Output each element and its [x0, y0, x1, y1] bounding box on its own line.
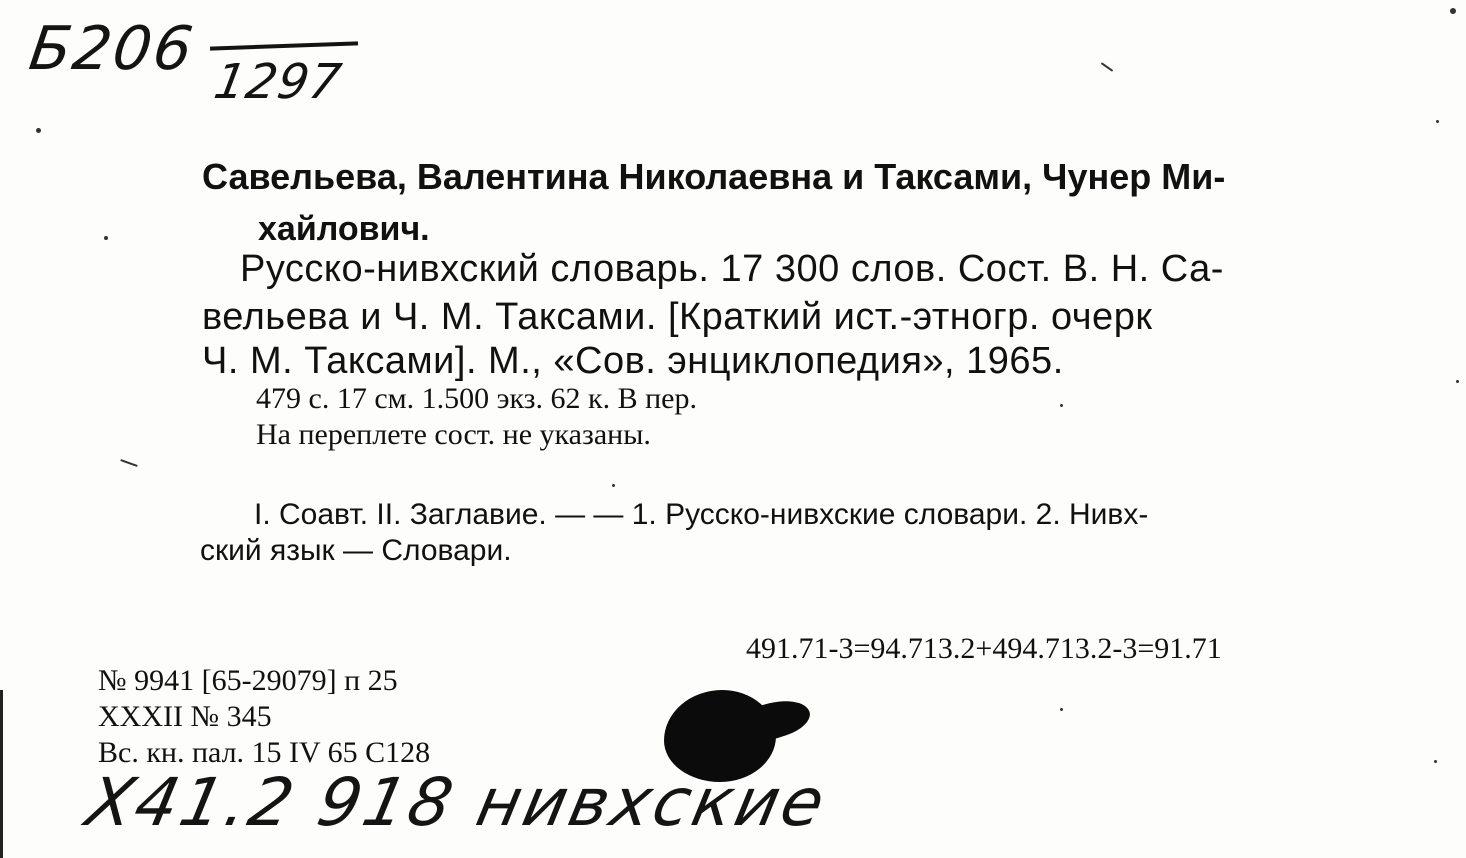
collation-line-2: На переплете сост. не указаны.: [256, 418, 651, 451]
footer-line-2: XXXII № 345: [98, 700, 272, 733]
collation-line-1: 479 с. 17 см. 1.500 экз. 62 к. В пер.: [256, 382, 697, 415]
speck: [1434, 760, 1437, 763]
speck: [104, 236, 108, 240]
speck: [1456, 380, 1459, 383]
subject-line-2: ский язык — Словари.: [200, 534, 512, 567]
title-line-1: Русско-нивхский словарь. 17 300 слов. Сост. В. Н. Са-: [240, 248, 1224, 290]
footer-line-1: № 9941 [65-29079] п 25: [98, 664, 398, 697]
handwritten-number: 1297: [210, 54, 347, 110]
title-line-2: вельева и Ч. М. Таксами. [Краткий ист.-этногр. очерк: [202, 296, 1153, 338]
card-edge-mark: [0, 690, 3, 858]
speck: [612, 484, 615, 487]
speck: [1060, 404, 1063, 407]
speck: [1436, 120, 1439, 123]
handwritten-shelfmark: Б206: [25, 14, 199, 84]
author-heading-line1: Савельева, Валентина Николаевна и Таксами, Чунер Ми-: [202, 156, 1226, 197]
speck: [1450, 8, 1456, 14]
handwritten-overline: [210, 41, 358, 50]
speck: [36, 128, 41, 133]
title-line-3: Ч. М. Таксами]. М., «Сов. энциклопедия», 1965.: [202, 340, 1064, 382]
speck: [1060, 708, 1063, 711]
classification-number: 491.71-3=94.713.2+494.713.2-3=91.71: [746, 632, 1222, 665]
author-heading-line2: хайлович.: [258, 210, 430, 248]
speck: [1101, 62, 1114, 72]
footer-line-3: Вс. кн. пал. 15 IV 65 С128: [98, 736, 431, 769]
handwritten-bottom-note: X41.2 918 нивхские: [79, 764, 834, 841]
speck: [120, 459, 138, 467]
subject-line-1: I. Соавт. II. Заглавие. — — 1. Русско-нивхские словари. 2. Нивх-: [254, 498, 1149, 531]
